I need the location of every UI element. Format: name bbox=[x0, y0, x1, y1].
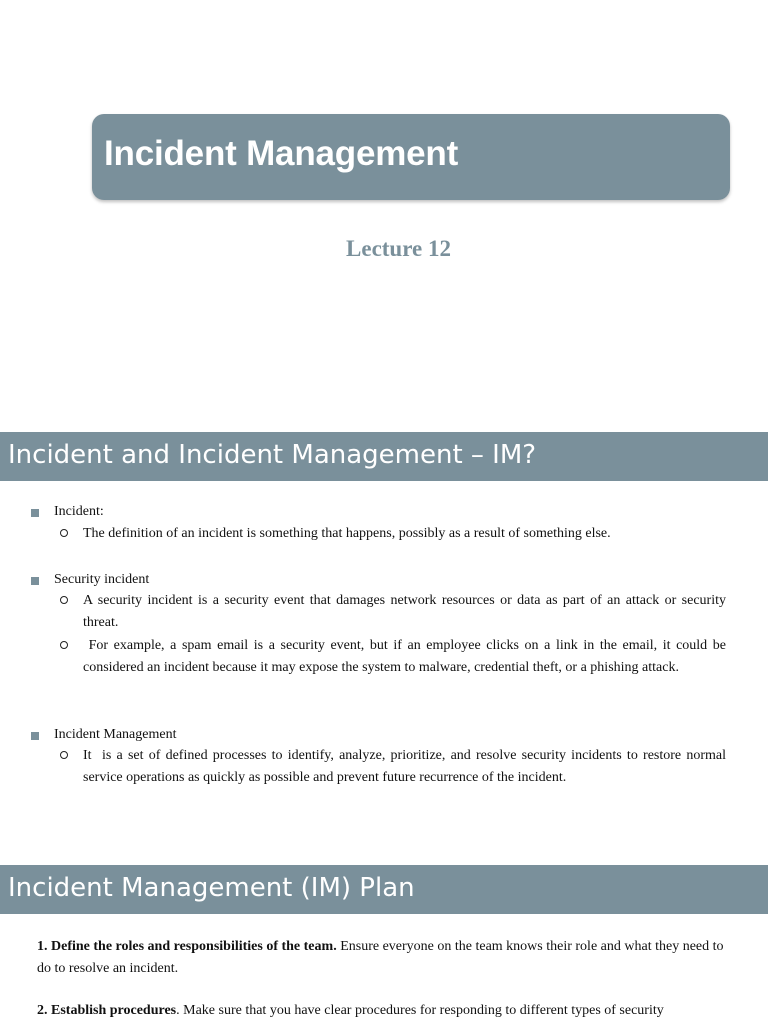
plan-step-text: . Make sure that you have clear procedures for responding to different types of security bbox=[176, 1003, 664, 1018]
plan-step-1 bbox=[37, 936, 737, 980]
circle-bullet-icon bbox=[60, 529, 68, 537]
square-bullet-icon bbox=[31, 732, 39, 740]
sub-bullet-text: It is a set of defined processes to identify, analyze, prioritize, and resolve security incidents to restore normal service operations as quickly as possible and prevent future recurrence of the incident. bbox=[83, 748, 730, 786]
lecture-subtitle: Lecture 12 bbox=[346, 236, 451, 261]
circle-bullet-icon bbox=[60, 596, 68, 604]
title-box bbox=[92, 114, 730, 200]
bullet-label: Security incident bbox=[54, 572, 150, 587]
section-heading-2: Incident Management (IM) Plan bbox=[0, 865, 768, 914]
slide-title: Incident Management bbox=[104, 134, 459, 173]
bullet-label: Incident Management bbox=[54, 727, 177, 742]
plan-step-title: 1. Define the roles and responsibilities of the team. bbox=[37, 939, 337, 954]
plan-step-title: 2. Establish procedures bbox=[37, 1003, 177, 1018]
plan-step-text: Ensure everyone on the team knows their role and what they need to do to resolve an incident. bbox=[37, 939, 724, 976]
sub-bullet-text: For example, a spam email is a security event, but if an employee clicks on a link in the email, it could be considered an incident because it may expose the system to malware, credential theft, or a phishing attack. bbox=[83, 638, 730, 676]
square-bullet-icon bbox=[31, 509, 39, 517]
sub-bullet-text: The definition of an incident is something that happens, possibly as a result of something else. bbox=[83, 526, 611, 541]
circle-bullet-icon bbox=[60, 751, 68, 759]
section-heading-1: Incident and Incident Management – IM? bbox=[0, 432, 768, 481]
circle-bullet-icon bbox=[60, 641, 68, 649]
square-bullet-icon bbox=[31, 577, 39, 585]
plan-step-2 bbox=[37, 1000, 737, 1022]
sub-bullet-text: A security incident is a security event that damages network resources or data as part of an attack or security threat. bbox=[83, 593, 726, 631]
bullet-label: Incident: bbox=[54, 504, 104, 519]
